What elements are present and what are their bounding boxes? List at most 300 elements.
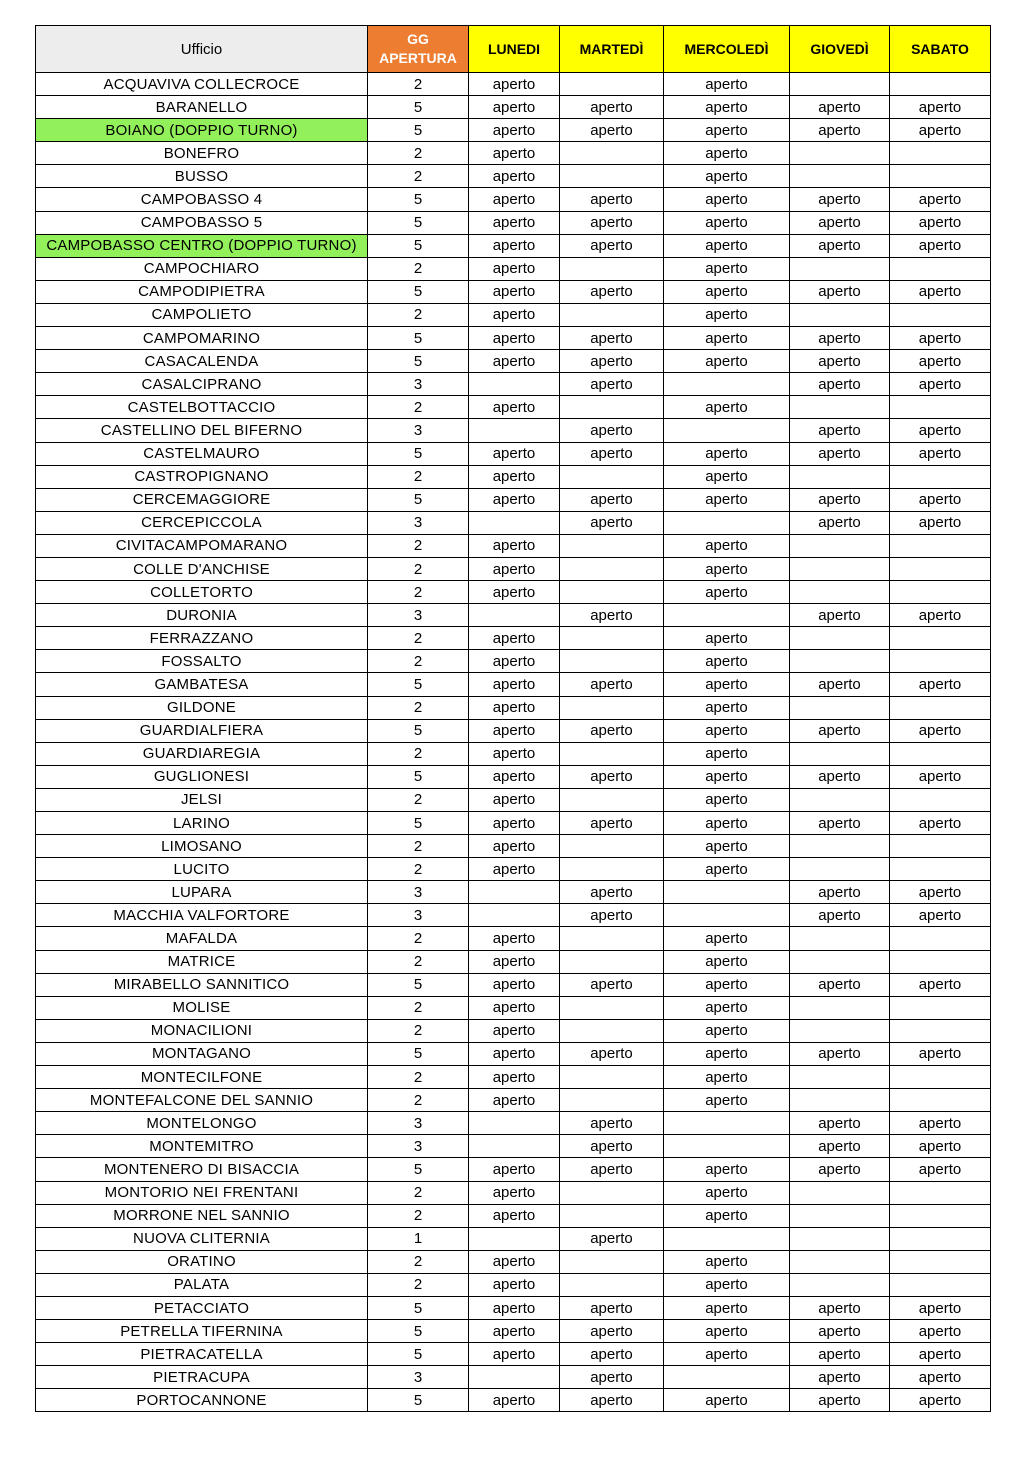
cell-mercoledi: aperto [664,1089,790,1112]
cell-giovedi: aperto [790,442,890,465]
cell-mercoledi: aperto [664,765,790,788]
cell-mercoledi: aperto [664,557,790,580]
cell-ufficio: CASTROPIGNANO [36,465,368,488]
table-row [36,142,991,165]
cell-giovedi: aperto [790,904,890,927]
cell-ufficio: GAMBATESA [36,673,368,696]
cell-sabato: aperto [890,119,991,142]
cell-mercoledi: aperto [664,303,790,326]
cell-sabato: aperto [890,1389,991,1412]
cell-sabato: aperto [890,327,991,350]
cell-martedi [560,1181,664,1204]
cell-martedi: aperto [560,1135,664,1158]
cell-giovedi [790,1227,890,1250]
cell-gg-apertura: 1 [368,1227,469,1250]
cell-giovedi [790,581,890,604]
cell-giovedi [790,1204,890,1227]
cell-martedi [560,650,664,673]
cell-sabato [890,858,991,881]
cell-giovedi [790,557,890,580]
cell-sabato [890,142,991,165]
cell-ufficio: PALATA [36,1273,368,1296]
cell-gg-apertura: 5 [368,211,469,234]
cell-sabato [890,165,991,188]
cell-giovedi [790,257,890,280]
cell-sabato [890,1089,991,1112]
cell-martedi: aperto [560,234,664,257]
cell-gg-apertura: 2 [368,465,469,488]
cell-lunedi [469,511,560,534]
cell-giovedi: aperto [790,765,890,788]
cell-gg-apertura: 2 [368,557,469,580]
table-row [36,1042,991,1065]
cell-lunedi: aperto [469,257,560,280]
cell-mercoledi: aperto [664,142,790,165]
cell-ufficio: CASTELMAURO [36,442,368,465]
cell-gg-apertura: 2 [368,1066,469,1089]
cell-martedi [560,465,664,488]
cell-ufficio: MAFALDA [36,927,368,950]
cell-mercoledi: aperto [664,350,790,373]
cell-lunedi: aperto [469,765,560,788]
cell-mercoledi: aperto [664,1389,790,1412]
cell-gg-apertura: 5 [368,188,469,211]
cell-giovedi: aperto [790,234,890,257]
cell-gg-apertura: 2 [368,396,469,419]
cell-ufficio: CAMPOBASSO 4 [36,188,368,211]
cell-lunedi: aperto [469,696,560,719]
cell-gg-apertura: 2 [368,581,469,604]
table-row [36,812,991,835]
cell-lunedi: aperto [469,812,560,835]
opening-schedule-table [35,25,991,1412]
cell-mercoledi: aperto [664,534,790,557]
cell-martedi [560,696,664,719]
cell-ufficio: MOLISE [36,996,368,1019]
cell-sabato: aperto [890,350,991,373]
cell-mercoledi: aperto [664,165,790,188]
cell-martedi [560,165,664,188]
cell-gg-apertura: 5 [368,1320,469,1343]
table-row [36,904,991,927]
cell-ufficio: BONEFRO [36,142,368,165]
cell-sabato [890,1273,991,1296]
table-row [36,1066,991,1089]
cell-mercoledi: aperto [664,488,790,511]
cell-lunedi: aperto [469,234,560,257]
cell-sabato [890,996,991,1019]
cell-gg-apertura: 5 [368,488,469,511]
cell-ufficio: MIRABELLO SANNITICO [36,973,368,996]
cell-ufficio: CASTELBOTTACCIO [36,396,368,419]
cell-lunedi: aperto [469,719,560,742]
cell-sabato: aperto [890,881,991,904]
cell-ufficio: CAMPOMARINO [36,327,368,350]
cell-martedi [560,742,664,765]
cell-gg-apertura: 3 [368,373,469,396]
table-row [36,188,991,211]
cell-mercoledi: aperto [664,696,790,719]
cell-sabato: aperto [890,973,991,996]
cell-martedi [560,996,664,1019]
cell-sabato: aperto [890,673,991,696]
header-gg-line1: GG [407,31,429,47]
cell-giovedi: aperto [790,1343,890,1366]
cell-gg-apertura: 2 [368,927,469,950]
table-row [36,165,991,188]
cell-mercoledi: aperto [664,950,790,973]
cell-giovedi [790,950,890,973]
cell-lunedi: aperto [469,996,560,1019]
table-row [36,742,991,765]
header-giovedi: GIOVEDÌ [790,26,890,73]
cell-mercoledi: aperto [664,858,790,881]
cell-martedi [560,1273,664,1296]
cell-martedi: aperto [560,812,664,835]
cell-gg-apertura: 2 [368,788,469,811]
cell-giovedi [790,1019,890,1042]
cell-ufficio: MONTENERO DI BISACCIA [36,1158,368,1181]
cell-mercoledi [664,1227,790,1250]
cell-mercoledi [664,881,790,904]
cell-lunedi [469,904,560,927]
cell-martedi: aperto [560,1296,664,1319]
cell-sabato: aperto [890,812,991,835]
cell-ufficio: CASALCIPRANO [36,373,368,396]
cell-gg-apertura: 5 [368,327,469,350]
cell-ufficio: LUPARA [36,881,368,904]
table-row [36,211,991,234]
cell-martedi: aperto [560,327,664,350]
cell-gg-apertura: 3 [368,511,469,534]
cell-giovedi [790,650,890,673]
cell-lunedi [469,604,560,627]
cell-gg-apertura: 5 [368,442,469,465]
cell-ufficio: PETRELLA TIFERNINA [36,1320,368,1343]
cell-giovedi: aperto [790,1320,890,1343]
cell-mercoledi: aperto [664,812,790,835]
cell-gg-apertura: 5 [368,1042,469,1065]
cell-giovedi [790,996,890,1019]
cell-martedi [560,142,664,165]
cell-giovedi: aperto [790,812,890,835]
cell-giovedi [790,1089,890,1112]
cell-giovedi [790,73,890,96]
cell-sabato [890,257,991,280]
header-ufficio: Ufficio [36,26,368,73]
cell-lunedi: aperto [469,303,560,326]
table-row [36,1112,991,1135]
cell-giovedi: aperto [790,1112,890,1135]
table-row [36,327,991,350]
cell-lunedi: aperto [469,742,560,765]
header-martedi: MARTEDÌ [560,26,664,73]
cell-ufficio: CASACALENDA [36,350,368,373]
cell-ufficio: MORRONE NEL SANNIO [36,1204,368,1227]
cell-lunedi: aperto [469,442,560,465]
cell-lunedi: aperto [469,581,560,604]
cell-lunedi: aperto [469,927,560,950]
cell-mercoledi: aperto [664,1181,790,1204]
cell-mercoledi: aperto [664,1019,790,1042]
cell-mercoledi: aperto [664,1204,790,1227]
cell-ufficio: JELSI [36,788,368,811]
cell-giovedi: aperto [790,1389,890,1412]
cell-martedi: aperto [560,973,664,996]
cell-lunedi: aperto [469,1042,560,1065]
cell-giovedi: aperto [790,280,890,303]
cell-martedi [560,581,664,604]
cell-lunedi: aperto [469,627,560,650]
cell-martedi: aperto [560,442,664,465]
cell-martedi [560,73,664,96]
cell-giovedi: aperto [790,96,890,119]
cell-gg-apertura: 3 [368,1135,469,1158]
cell-giovedi [790,303,890,326]
cell-martedi [560,858,664,881]
cell-martedi: aperto [560,1158,664,1181]
header-gg-apertura [368,26,469,73]
table-row [36,627,991,650]
cell-martedi: aperto [560,1320,664,1343]
cell-mercoledi: aperto [664,465,790,488]
cell-ufficio: GUARDIALFIERA [36,719,368,742]
cell-lunedi: aperto [469,350,560,373]
cell-lunedi: aperto [469,950,560,973]
cell-ufficio: LIMOSANO [36,835,368,858]
cell-mercoledi: aperto [664,234,790,257]
cell-martedi: aperto [560,96,664,119]
cell-gg-apertura: 2 [368,257,469,280]
cell-gg-apertura: 5 [368,1389,469,1412]
cell-martedi [560,788,664,811]
cell-lunedi: aperto [469,1250,560,1273]
cell-gg-apertura: 2 [368,1181,469,1204]
cell-sabato: aperto [890,419,991,442]
cell-ufficio: NUOVA CLITERNIA [36,1227,368,1250]
cell-mercoledi [664,1366,790,1389]
cell-ufficio: CAMPOBASSO 5 [36,211,368,234]
cell-ufficio: BARANELLO [36,96,368,119]
table-row [36,788,991,811]
cell-sabato: aperto [890,1135,991,1158]
cell-lunedi: aperto [469,1158,560,1181]
cell-ufficio: BUSSO [36,165,368,188]
cell-giovedi [790,858,890,881]
cell-ufficio: CIVITACAMPOMARANO [36,534,368,557]
cell-gg-apertura: 2 [368,303,469,326]
cell-lunedi: aperto [469,650,560,673]
cell-mercoledi: aperto [664,1343,790,1366]
cell-lunedi: aperto [469,465,560,488]
cell-gg-apertura: 2 [368,534,469,557]
cell-martedi: aperto [560,280,664,303]
table-row [36,881,991,904]
cell-sabato [890,557,991,580]
cell-lunedi: aperto [469,1343,560,1366]
cell-lunedi: aperto [469,835,560,858]
cell-giovedi: aperto [790,188,890,211]
cell-martedi: aperto [560,904,664,927]
cell-mercoledi: aperto [664,973,790,996]
cell-gg-apertura: 2 [368,696,469,719]
cell-gg-apertura: 3 [368,881,469,904]
cell-ufficio: MATRICE [36,950,368,973]
cell-sabato [890,1066,991,1089]
cell-giovedi: aperto [790,1042,890,1065]
cell-sabato [890,696,991,719]
cell-martedi: aperto [560,1389,664,1412]
table-row [36,1181,991,1204]
cell-lunedi: aperto [469,1204,560,1227]
cell-mercoledi [664,419,790,442]
cell-giovedi: aperto [790,881,890,904]
cell-giovedi: aperto [790,119,890,142]
cell-giovedi [790,696,890,719]
cell-gg-apertura: 2 [368,165,469,188]
table-row [36,96,991,119]
cell-mercoledi: aperto [664,1066,790,1089]
cell-mercoledi: aperto [664,280,790,303]
header-mercoledi: MERCOLEDÌ [664,26,790,73]
cell-giovedi [790,396,890,419]
table-row [36,442,991,465]
table-row [36,1250,991,1273]
cell-giovedi: aperto [790,511,890,534]
cell-gg-apertura: 2 [368,627,469,650]
cell-ufficio: DURONIA [36,604,368,627]
table-row [36,973,991,996]
table-row [36,650,991,673]
cell-sabato [890,581,991,604]
table-row [36,350,991,373]
cell-giovedi: aperto [790,1296,890,1319]
cell-giovedi: aperto [790,1366,890,1389]
cell-gg-apertura: 2 [368,73,469,96]
cell-ufficio: CERCEPICCOLA [36,511,368,534]
cell-ufficio: MONTEFALCONE DEL SANNIO [36,1089,368,1112]
cell-lunedi: aperto [469,211,560,234]
cell-sabato [890,1181,991,1204]
cell-ufficio: PORTOCANNONE [36,1389,368,1412]
cell-lunedi [469,373,560,396]
cell-mercoledi: aperto [664,719,790,742]
cell-sabato: aperto [890,765,991,788]
cell-sabato: aperto [890,1296,991,1319]
cell-giovedi: aperto [790,1158,890,1181]
cell-martedi [560,927,664,950]
cell-mercoledi [664,1135,790,1158]
cell-martedi [560,1066,664,1089]
cell-martedi [560,950,664,973]
table-row [36,696,991,719]
header-sabato: SABATO [890,26,991,73]
cell-sabato: aperto [890,1158,991,1181]
cell-sabato: aperto [890,96,991,119]
cell-sabato [890,1227,991,1250]
cell-martedi [560,835,664,858]
cell-gg-apertura: 2 [368,950,469,973]
cell-mercoledi [664,1112,790,1135]
cell-giovedi: aperto [790,211,890,234]
table-row [36,511,991,534]
cell-giovedi [790,1181,890,1204]
cell-sabato [890,1250,991,1273]
cell-lunedi [469,1112,560,1135]
cell-mercoledi [664,511,790,534]
table-row [36,465,991,488]
cell-giovedi: aperto [790,973,890,996]
cell-martedi: aperto [560,604,664,627]
cell-sabato: aperto [890,604,991,627]
table-row [36,534,991,557]
cell-giovedi: aperto [790,419,890,442]
cell-martedi: aperto [560,719,664,742]
cell-lunedi: aperto [469,165,560,188]
cell-ufficio: BOIANO (DOPPIO TURNO) [36,119,368,142]
cell-mercoledi: aperto [664,188,790,211]
cell-sabato: aperto [890,1366,991,1389]
table-row [36,396,991,419]
cell-giovedi [790,142,890,165]
table-row [36,1204,991,1227]
cell-sabato [890,465,991,488]
cell-giovedi [790,465,890,488]
cell-martedi: aperto [560,488,664,511]
cell-ufficio: PIETRACUPA [36,1366,368,1389]
cell-mercoledi: aperto [664,257,790,280]
table-row [36,488,991,511]
cell-ufficio: CAMPOBASSO CENTRO (DOPPIO TURNO) [36,234,368,257]
cell-mercoledi: aperto [664,96,790,119]
cell-martedi: aperto [560,211,664,234]
cell-martedi [560,1019,664,1042]
cell-martedi [560,1250,664,1273]
cell-lunedi: aperto [469,488,560,511]
cell-martedi: aperto [560,373,664,396]
table-row [36,719,991,742]
table-row [36,604,991,627]
cell-martedi [560,534,664,557]
cell-gg-apertura: 5 [368,119,469,142]
cell-giovedi: aperto [790,488,890,511]
cell-gg-apertura: 2 [368,858,469,881]
table-row [36,581,991,604]
table-row [36,373,991,396]
cell-martedi: aperto [560,1042,664,1065]
table-row [36,1296,991,1319]
cell-lunedi: aperto [469,396,560,419]
cell-giovedi: aperto [790,719,890,742]
cell-ufficio: MONTAGANO [36,1042,368,1065]
cell-ufficio: LARINO [36,812,368,835]
cell-sabato: aperto [890,1320,991,1343]
cell-ufficio: FOSSALTO [36,650,368,673]
cell-mercoledi: aperto [664,742,790,765]
cell-mercoledi: aperto [664,1158,790,1181]
cell-sabato [890,835,991,858]
table-row [36,1343,991,1366]
cell-lunedi: aperto [469,673,560,696]
cell-ufficio: MONACILIONI [36,1019,368,1042]
cell-mercoledi: aperto [664,119,790,142]
cell-ufficio: MONTELONGO [36,1112,368,1135]
cell-gg-apertura: 5 [368,350,469,373]
table-row [36,1273,991,1296]
cell-mercoledi: aperto [664,1296,790,1319]
cell-sabato: aperto [890,904,991,927]
cell-lunedi: aperto [469,119,560,142]
